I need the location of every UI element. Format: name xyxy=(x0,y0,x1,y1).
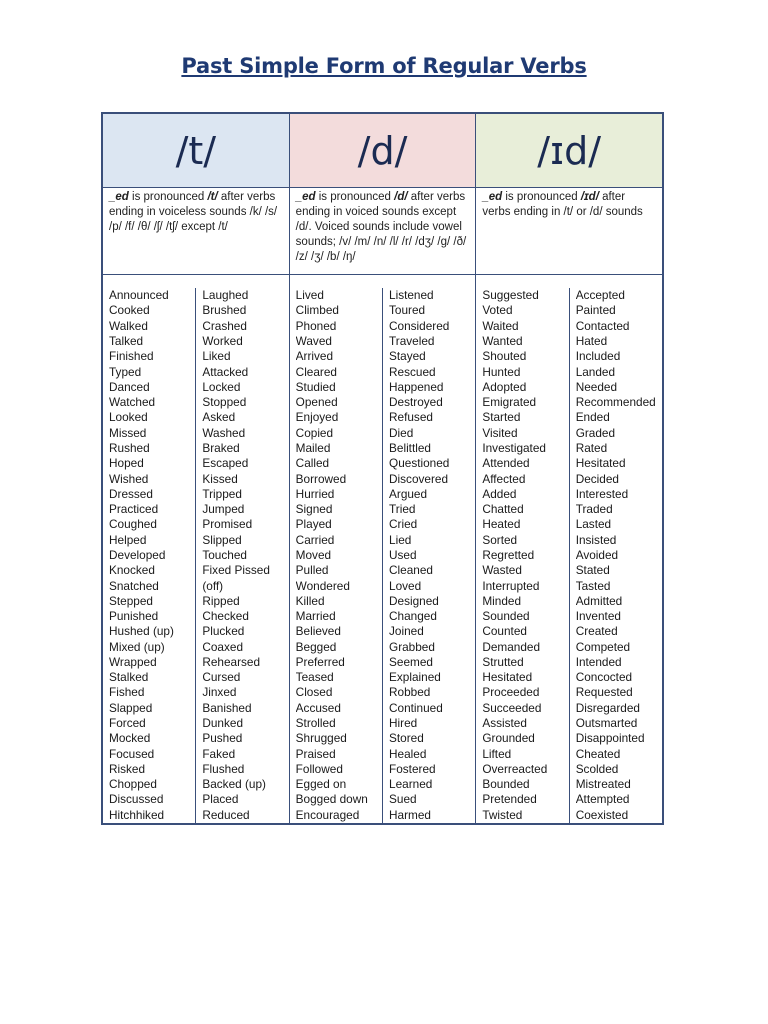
verb-item: Hoped xyxy=(109,456,144,471)
desc-ending: _ed xyxy=(482,191,503,204)
verb-item: Hesitated xyxy=(575,456,626,471)
verb-item: Mocked xyxy=(109,731,151,746)
verb-item: Knocked xyxy=(109,563,155,578)
verb-item: Competed xyxy=(575,639,631,654)
column-header-id: /ɪd/ xyxy=(476,114,662,188)
verb-item: Painted xyxy=(575,303,616,318)
verb-item: Hesitated xyxy=(482,670,533,685)
verb-item: Carried xyxy=(295,532,335,547)
verb-item: Sorted xyxy=(482,532,518,547)
verb-item: Locked xyxy=(202,379,241,394)
verb-item: Closed xyxy=(295,685,333,700)
verb-item: Fostered xyxy=(389,761,436,776)
verb-item: Attended xyxy=(482,456,530,471)
column-d xyxy=(290,114,477,823)
verb-columns xyxy=(103,114,662,823)
verb-item: Typed xyxy=(109,364,142,379)
verb-item: Interrupted xyxy=(482,578,540,593)
verb-item: Cleaned xyxy=(389,563,433,578)
verb-item: Pulled xyxy=(295,563,329,578)
verb-item: Crashed xyxy=(202,318,247,333)
verb-item: Used xyxy=(389,547,417,562)
verb-item: Graded xyxy=(575,425,616,440)
word-lists-d xyxy=(290,275,476,823)
verb-item: Checked xyxy=(202,609,249,624)
verb-item: Announced xyxy=(109,288,169,303)
verb-item: Cooked xyxy=(109,303,150,318)
verb-item: Attempted xyxy=(575,792,630,807)
verb-item: Scolded xyxy=(575,761,619,776)
word-list-d-left xyxy=(290,288,383,823)
verb-item: Lasted xyxy=(575,517,612,532)
verb-item: Developed xyxy=(109,547,166,562)
verb-item: Walked xyxy=(109,318,148,333)
verb-item: Minded xyxy=(482,593,522,608)
verb-item: Accepted xyxy=(575,288,625,303)
word-lists-id xyxy=(476,275,662,823)
verb-item: Plucked xyxy=(202,624,245,639)
verb-table xyxy=(101,112,664,825)
verb-item: Fished xyxy=(109,685,145,700)
verb-item: Cried xyxy=(389,517,418,532)
verb-item: Missed xyxy=(109,425,147,440)
verb-item: Snatched xyxy=(109,578,159,593)
verb-item: Chatted xyxy=(482,502,524,517)
verb-item: Stopped xyxy=(202,395,247,410)
word-list-d-right xyxy=(383,288,475,823)
desc-ending: _ed xyxy=(109,191,129,204)
verb-item: Seemed xyxy=(389,654,433,669)
verb-item: Sounded xyxy=(482,609,530,624)
verb-item: Chopped xyxy=(109,777,157,792)
column-description-d xyxy=(290,188,476,275)
verb-item: Stored xyxy=(389,731,424,746)
verb-item: Touched xyxy=(202,547,247,562)
verb-item: Slapped xyxy=(109,700,153,715)
verb-item: Adopted xyxy=(482,379,527,394)
verb-item: Braked xyxy=(202,440,240,455)
verb-item: Pretended xyxy=(482,792,537,807)
verb-item: Wondered xyxy=(295,578,350,593)
verb-item: Learned xyxy=(389,777,433,792)
verb-item: Mailed xyxy=(295,440,331,455)
verb-item: Invented xyxy=(575,609,621,624)
verb-item: Grounded xyxy=(482,731,535,746)
verb-item: Changed xyxy=(389,609,437,624)
verb-item: Assisted xyxy=(482,716,527,731)
verb-item: Praised xyxy=(295,746,336,761)
verb-item: Rushed xyxy=(109,440,150,455)
word-list-t-left xyxy=(103,288,196,823)
verb-item: Robbed xyxy=(389,685,431,700)
desc-text: is pronounced xyxy=(502,191,581,204)
verb-item: Talked xyxy=(109,334,144,348)
verb-item: Practiced xyxy=(109,502,159,517)
verb-item: Slipped xyxy=(202,532,242,547)
verb-item: Brushed xyxy=(202,303,247,318)
verb-item: Traveled xyxy=(389,334,435,348)
verb-item: Played xyxy=(295,517,332,532)
verb-item: Listened xyxy=(389,288,434,303)
verb-item: Added xyxy=(482,486,517,501)
verb-item: Rated xyxy=(575,440,608,455)
verb-item: (off) xyxy=(202,578,224,593)
column-header-d: /d/ xyxy=(290,114,476,188)
verb-item: Jinxed xyxy=(202,685,237,700)
verb-item: Explained xyxy=(389,670,441,685)
verb-item: Punished xyxy=(109,609,159,624)
verb-item: Hired xyxy=(389,716,418,731)
verb-item: Affected xyxy=(482,471,526,486)
verb-item: Considered xyxy=(389,318,450,333)
verb-item: Coughed xyxy=(109,517,157,532)
verb-item: Stalked xyxy=(109,670,149,685)
column-description-t xyxy=(103,188,289,275)
verb-item: Suggested xyxy=(482,288,539,303)
desc-text: is pronounced xyxy=(315,191,395,204)
verb-item: Harmed xyxy=(389,807,431,822)
verb-item: Lied xyxy=(389,532,412,547)
verb-item: Mixed (up) xyxy=(109,639,165,654)
verb-item: Fixed Pissed xyxy=(202,563,270,578)
verb-item: Married xyxy=(295,609,336,624)
verb-item: Coexisted xyxy=(575,807,629,822)
verb-item: Strolled xyxy=(295,716,336,731)
verb-item: Discussed xyxy=(109,792,164,807)
verb-item: Pushed xyxy=(202,731,243,746)
verb-item: Egged on xyxy=(295,777,347,792)
verb-item: Contacted xyxy=(575,318,630,333)
verb-item: Recommended xyxy=(575,395,656,410)
verb-item: Begged xyxy=(295,639,337,654)
verb-item: Banished xyxy=(202,700,252,715)
verb-item: Rehearsed xyxy=(202,654,261,669)
verb-item: Continued xyxy=(389,700,443,715)
verb-item: Enjoyed xyxy=(295,410,339,425)
verb-item: Visited xyxy=(482,425,518,440)
verb-item: Concocted xyxy=(575,670,633,685)
verb-item: Investigated xyxy=(482,440,546,455)
verb-item: Questioned xyxy=(389,456,450,471)
column-header-t: /t/ xyxy=(103,114,289,188)
verb-item: Shouted xyxy=(482,349,527,364)
verb-item: Intended xyxy=(575,654,622,669)
verb-item: Waved xyxy=(295,334,332,348)
verb-item: Lifted xyxy=(482,746,512,761)
verb-item: Phoned xyxy=(295,318,337,333)
word-list-id-left xyxy=(476,288,569,823)
verb-item: Moved xyxy=(295,547,332,562)
verb-item: Succeeded xyxy=(482,700,542,715)
verb-item: Hated xyxy=(575,334,608,348)
verb-item: Tasted xyxy=(575,578,611,593)
verb-item: Encouraged xyxy=(295,807,360,822)
verb-item: Worked xyxy=(202,334,243,348)
verb-item: Borrowed xyxy=(295,471,347,486)
verb-item: Signed xyxy=(295,502,333,517)
verb-item: Demanded xyxy=(482,639,541,654)
verb-item: Discovered xyxy=(389,471,449,486)
verb-item: Proceeded xyxy=(482,685,540,700)
verb-item: Waited xyxy=(482,318,519,333)
verb-item: Coaxed xyxy=(202,639,244,654)
column-description-id xyxy=(476,188,662,275)
verb-item: Wanted xyxy=(482,334,523,348)
verb-item: Lived xyxy=(295,288,324,303)
verb-item: Helped xyxy=(109,532,147,547)
verb-item: Kissed xyxy=(202,471,238,486)
desc-rule: after verbs ending in /t/ or /d/ sounds xyxy=(482,191,643,219)
verb-item: Happened xyxy=(389,379,444,394)
verb-item: Joined xyxy=(389,624,424,639)
verb-item: Cursed xyxy=(202,670,241,685)
word-lists-t xyxy=(103,275,289,823)
verb-item: Attacked xyxy=(202,364,249,379)
verb-item: Called xyxy=(295,456,330,471)
desc-sound: /d/ xyxy=(394,191,408,204)
desc-rule: after verbs ending in voiceless sounds /k/ /s/ /p/ /f/ /θ/ /ʃ/ /tʃ/ except /t/ xyxy=(109,191,278,234)
verb-item: Risked xyxy=(109,761,146,776)
verb-item: Tried xyxy=(389,502,416,517)
verb-item: Liked xyxy=(202,349,231,364)
verb-item: Tripped xyxy=(202,486,242,501)
verb-item: Stated xyxy=(575,563,610,578)
verb-item: Bogged down xyxy=(295,792,368,807)
verb-item: Stayed xyxy=(389,349,426,364)
word-list-id-right xyxy=(570,288,662,823)
desc-sound: /ɪd/ xyxy=(580,191,599,204)
verb-item: Healed xyxy=(389,746,427,761)
verb-item: Wasted xyxy=(482,563,522,578)
verb-item: Destroyed xyxy=(389,395,443,410)
verb-item: Promised xyxy=(202,517,253,532)
verb-item: Refused xyxy=(389,410,433,425)
verb-item: Wrapped xyxy=(109,654,157,669)
verb-item: Ripped xyxy=(202,593,240,608)
verb-item: Voted xyxy=(482,303,513,318)
column-t xyxy=(103,114,290,823)
verb-item: Placed xyxy=(202,792,239,807)
verb-item: Counted xyxy=(482,624,527,639)
verb-item: Backed (up) xyxy=(202,777,266,792)
verb-item: Danced xyxy=(109,379,150,394)
verb-item: Heated xyxy=(482,517,521,532)
verb-item: Copied xyxy=(295,425,334,440)
verb-item: Belittled xyxy=(389,440,431,455)
verb-item: Hunted xyxy=(482,364,521,379)
verb-item: Reduced xyxy=(202,807,250,822)
verb-item: Teased xyxy=(295,670,334,685)
verb-item: Admitted xyxy=(575,593,623,608)
verb-item: Studied xyxy=(295,379,336,394)
word-list-t-right xyxy=(196,288,288,823)
desc-rule: after verbs ending in voiced sounds except /d/. Voiced sounds include vowel sounds; /v/ /m/ /n/ /l/ /r/ /dʒ/ /g/ /ð/ /z/ /ʒ/ /b/ /ŋ/ xyxy=(295,191,467,264)
verb-item: Created xyxy=(575,624,618,639)
verb-item: Mistreated xyxy=(575,777,631,792)
verb-item: Cheated xyxy=(575,746,621,761)
verb-item: Ended xyxy=(575,410,610,425)
verb-item: Asked xyxy=(202,410,236,425)
verb-item: Needed xyxy=(575,379,618,394)
verb-item: Hitchhiked xyxy=(109,807,165,822)
verb-item: Hurried xyxy=(295,486,335,501)
verb-item: Flushed xyxy=(202,761,245,776)
verb-item: Disregarded xyxy=(575,700,640,715)
verb-item: Twisted xyxy=(482,807,523,822)
verb-item: Forced xyxy=(109,716,146,731)
verb-item: Traded xyxy=(575,502,613,517)
verb-item: Interested xyxy=(575,486,629,501)
verb-item: Rescued xyxy=(389,364,436,379)
verb-item: Climbed xyxy=(295,303,339,318)
verb-item: Laughed xyxy=(202,288,249,303)
verb-item: Avoided xyxy=(575,547,619,562)
verb-item: Shrugged xyxy=(295,731,347,746)
verb-item: Toured xyxy=(389,303,426,318)
verb-item: Focused xyxy=(109,746,155,761)
verb-item: Argued xyxy=(389,486,428,501)
verb-item: Overreacted xyxy=(482,761,548,776)
verb-item: Dressed xyxy=(109,486,153,501)
verb-item: Landed xyxy=(575,364,616,379)
verb-item: Insisted xyxy=(575,532,617,547)
verb-item: Died xyxy=(389,425,414,440)
verb-item: Bounded xyxy=(482,777,530,792)
verb-item: Dunked xyxy=(202,716,244,731)
verb-item: Included xyxy=(575,349,621,364)
verb-item: Opened xyxy=(295,395,338,410)
verb-item: Started xyxy=(482,410,521,425)
verb-item: Killed xyxy=(295,593,325,608)
verb-item: Looked xyxy=(109,410,148,425)
verb-item: Faked xyxy=(202,746,236,761)
verb-item: Regretted xyxy=(482,547,535,562)
verb-item: Hushed (up) xyxy=(109,624,174,639)
verb-item: Stepped xyxy=(109,593,153,608)
verb-item: Followed xyxy=(295,761,343,776)
verb-item: Requested xyxy=(575,685,633,700)
verb-item: Designed xyxy=(389,593,439,608)
verb-item: Wished xyxy=(109,471,149,486)
page-title: Past Simple Form of Regular Verbs xyxy=(181,54,587,78)
verb-item: Jumped xyxy=(202,502,245,517)
verb-item: Loved xyxy=(389,578,422,593)
desc-ending: _ed xyxy=(295,191,316,204)
verb-item: Preferred xyxy=(295,654,345,669)
verb-item: Arrived xyxy=(295,349,334,364)
verb-item: Watched xyxy=(109,395,156,410)
verb-item: Cleared xyxy=(295,364,337,379)
column-id xyxy=(476,114,662,823)
verb-item: Washed xyxy=(202,425,246,440)
verb-item: Strutted xyxy=(482,654,524,669)
verb-item: Emigrated xyxy=(482,395,537,410)
verb-item: Sued xyxy=(389,792,417,807)
desc-text: is pronounced xyxy=(128,191,208,204)
desc-sound: /t/ xyxy=(207,191,218,204)
verb-item: Accused xyxy=(295,700,341,715)
verb-item: Decided xyxy=(575,471,619,486)
verb-item: Believed xyxy=(295,624,341,639)
verb-item: Disappointed xyxy=(575,731,645,746)
verb-item: Grabbed xyxy=(389,639,435,654)
verb-item: Outsmarted xyxy=(575,716,638,731)
verb-item: Finished xyxy=(109,349,154,364)
verb-item: Escaped xyxy=(202,456,249,471)
